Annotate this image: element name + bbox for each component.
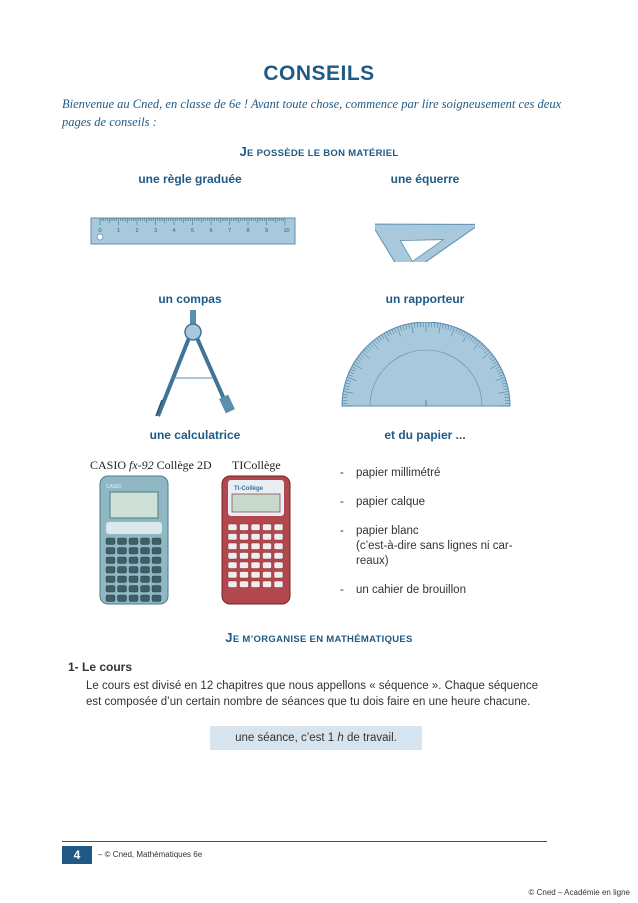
page-number: 4 [62,846,92,864]
list-item [340,524,570,569]
calculator-key [129,538,138,545]
calculator-key [106,586,115,593]
calculator-key [106,576,115,583]
section-heading-materials [0,144,638,159]
ruler-number: 2 [135,228,139,234]
calculator-key [152,538,161,545]
ruler-number: 8 [246,228,250,234]
calculator-key [129,576,138,583]
calculator-key [251,562,260,569]
calculator-key [274,581,283,588]
calculator-key [141,576,150,583]
paper-list [340,466,570,612]
list-item [340,495,570,510]
calculator-casio-name [90,458,212,473]
calculator-key [118,567,127,574]
callout-hour: h [337,732,344,744]
calculator-key [106,548,115,555]
calculator-key [141,538,150,545]
ruler-number: 0 [98,228,102,234]
list-bullet: - [340,584,344,596]
calculator-key [141,548,150,555]
compass-illustration [150,308,240,420]
heading-initial: J [239,144,248,159]
casio-model: fx-92 [129,458,154,472]
page-title: CONSEILS [263,62,375,85]
ruler-number: 6 [209,228,213,234]
calculator-key [152,595,161,602]
list-bullet: - [340,525,344,537]
calculator-key [251,581,260,588]
calculator-key [240,553,249,560]
paper-item-calque: papier calque [356,496,426,508]
calculator-key [129,567,138,574]
paper-item-millimetre: papier millimétré [356,467,441,479]
callout-after: de travail. [343,732,397,744]
compass-label: un compas [158,292,222,306]
calculator-key [141,557,150,564]
calculator-key [141,567,150,574]
calculator-key [118,586,127,593]
protractor-illustration [340,322,512,410]
list-bullet: - [340,496,344,508]
intro-text: Bienvenue au Cned, en classe de 6e ! Avant toute chose, commence par lire soigneusement ces deux pages de conseils : [62,97,562,129]
calculator-key [274,524,283,531]
calculator-key [251,572,260,579]
ruler-number: 5 [191,228,195,234]
calculator-key [106,538,115,545]
calculator-ti-name: TICollège [232,458,281,472]
list-item [340,583,570,598]
calculator-key [152,586,161,593]
calculator-key [228,543,237,550]
calculator-key [274,562,283,569]
calculator-key [152,557,161,564]
heading-initial: J [225,630,233,645]
footer-copyright: – © Cned, Mathématiques 6e [98,850,203,859]
calculator-key [118,557,127,564]
list-bullet: - [340,467,344,479]
calculator-key [228,581,237,588]
calculator-key [118,538,127,545]
list-item [340,466,570,481]
calculator-key [240,543,249,550]
calculator-key [274,572,283,579]
calculator-key [263,534,272,541]
ruler-number: 9 [265,228,269,234]
calculator-key [251,534,260,541]
paper-item-brouillon: un cahier de brouillon [356,584,466,596]
ruler-number: 1 [117,228,121,234]
calculator-key [106,567,115,574]
calculator-key [240,572,249,579]
paper-item-blanc: papier blanc (c’est-à-dire sans lignes ni car- reaux) [356,525,513,567]
calculator-key [251,553,260,560]
casio-calculator-illustration [98,474,170,606]
calculator-key [228,534,237,541]
calculator-key [118,576,127,583]
casio-screen-brand: CASIO [106,484,122,490]
footer-divider [62,841,547,842]
calculator-key [118,595,127,602]
footer-academie: © Cned – Académie en ligne [528,888,630,897]
ruler-number: 4 [172,228,176,234]
calculator-key [228,553,237,560]
ruler-number: 10 [283,228,290,234]
calculator-key [274,553,283,560]
calculator-key [263,524,272,531]
calculator-key [274,543,283,550]
calculator-key [129,586,138,593]
calculator-key [129,548,138,555]
ti-calculator-illustration [220,474,292,606]
calculator-key [263,562,272,569]
heading-rest: E POSSÈDE LE BON MATÉRIEL [247,148,399,159]
calculator-key [240,524,249,531]
session-callout [210,726,422,750]
calculator-key [152,576,161,583]
calculator-key [251,543,260,550]
calculator-key [263,581,272,588]
protractor-label: un rapporteur [385,292,465,306]
calculator-key [141,586,150,593]
setsquare-illustration [375,192,475,262]
ruler-number: 3 [154,228,158,234]
heading-rest: E M’ORGANISE EN MATHÉMATIQUES [232,634,413,645]
calculator-key [228,562,237,569]
calculator-key [263,543,272,550]
calculator-key [240,562,249,569]
calculator-key [228,572,237,579]
calculator-key [240,581,249,588]
calculator-label: une calculatrice [149,428,241,442]
ruler-label: une règle graduée [138,172,242,186]
calculator-key [263,572,272,579]
setsquare-label: une équerre [390,172,460,186]
calculator-key [263,553,272,560]
calculator-key [152,548,161,555]
course-paragraph: Le cours est divisé en 12 chapitres que nous appellons « séquence ». Chaque séquence est composée d’un certain nombre de séances que tu dois faire en une heure chacune. [86,680,539,708]
paper-label: et du papier ... [384,428,466,442]
calculator-key [118,548,127,555]
calculator-key [129,595,138,602]
section-heading-organize [0,630,638,645]
calculator-key [274,534,283,541]
calculator-key [106,595,115,602]
callout-before: une séance, c’est 1 [235,732,338,744]
ti-screen-brand: TI-Collège [234,486,264,492]
casio-suffix: Collège 2D [153,458,212,472]
calculator-key [251,524,260,531]
calculator-key [152,567,161,574]
casio-brand: CASIO [90,458,130,472]
calculator-key [129,557,138,564]
calculator-key [141,595,150,602]
course-subheading: 1- Le cours [68,660,133,674]
calculator-key [106,557,115,564]
ruler-number: 7 [228,228,232,234]
calculator-key [240,534,249,541]
ruler-illustration [90,215,296,247]
calculator-key [228,524,237,531]
